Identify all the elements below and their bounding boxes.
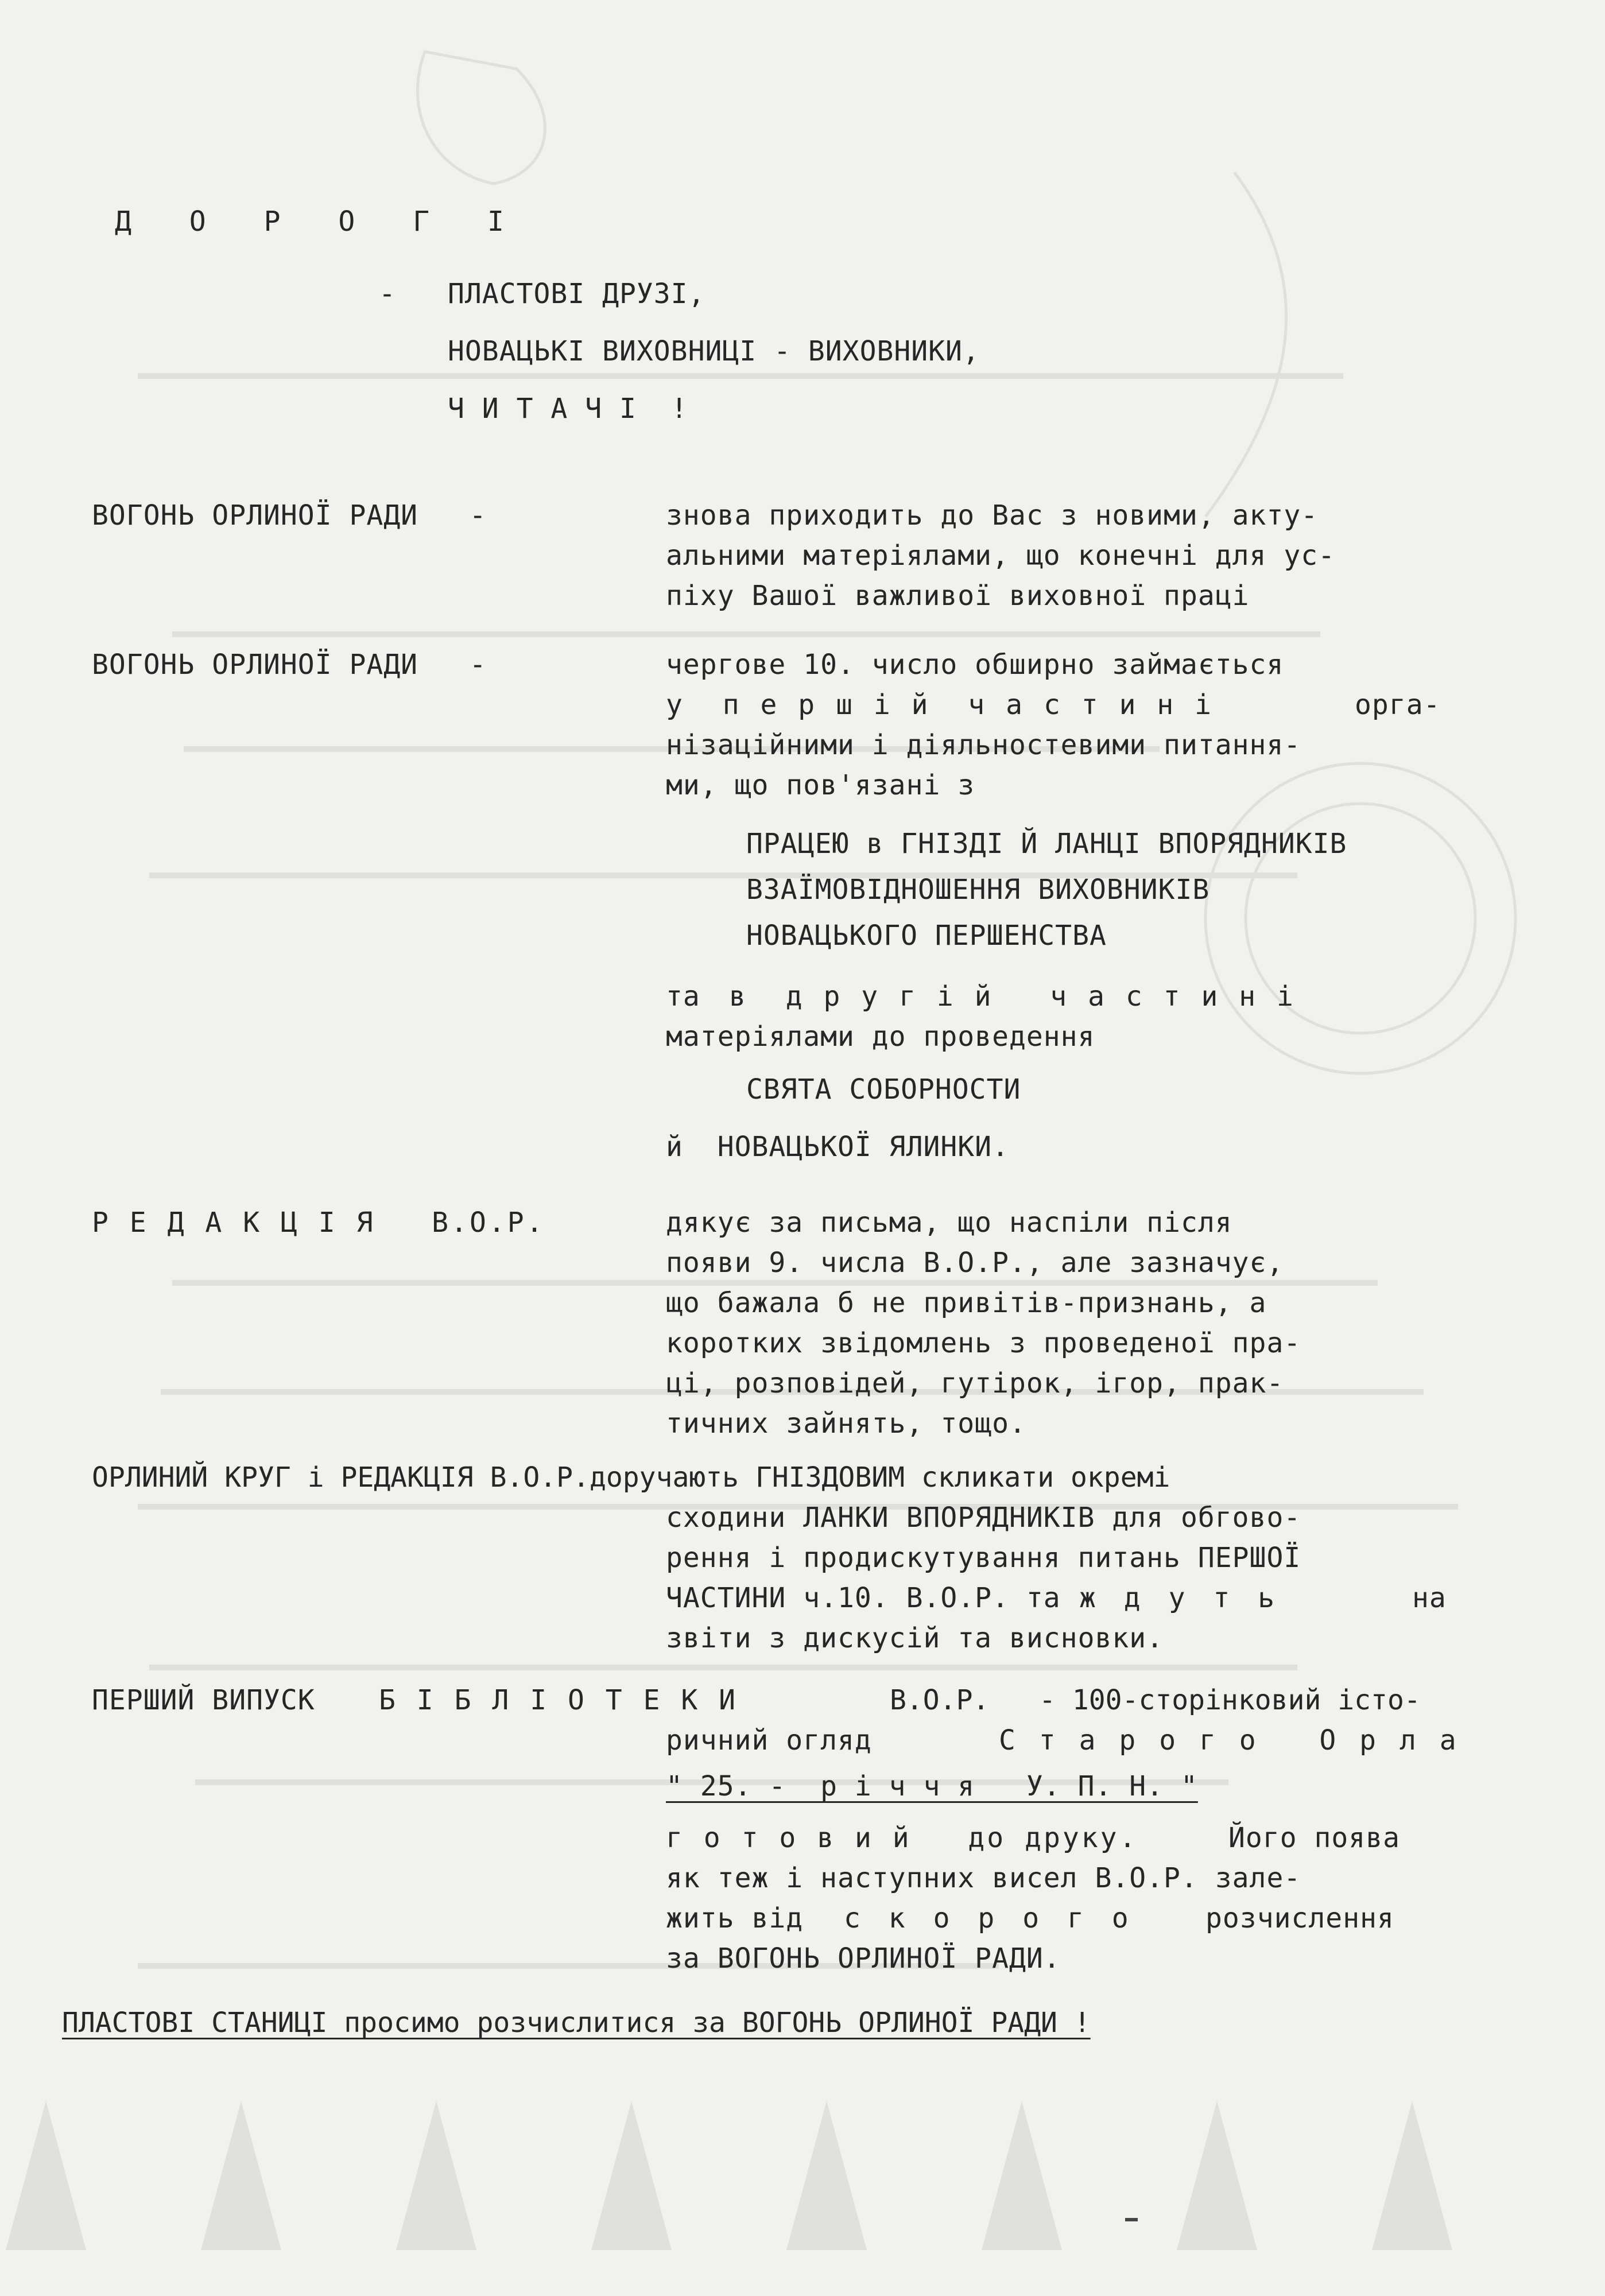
section5-line-6a: жить від	[666, 1902, 804, 1934]
section2-line-3: нізаційними і діяльностевими питання-	[666, 729, 1301, 761]
recipient-line-3: Ч И Т А Ч І !	[448, 393, 688, 425]
section4-line-4b: на	[1412, 1582, 1447, 1614]
section2-line-4: ми, що пов'язані з	[666, 769, 975, 801]
section3-line-5: ці, розповідей, гутірок, ігор, прак-	[666, 1367, 1284, 1399]
topic-1: ПРАЦЕЮ в ГНІЗДІ Й ЛАНЦІ ВПОРЯДНИКІВ	[746, 828, 1347, 860]
footer-appeal: ПЛАСТОВІ СТАНИЦІ просимо розчислитися за ВОГОНЬ ОРЛИНОЇ РАДИ !	[62, 2007, 1091, 2039]
section1-line-2: альними матеріялами, що конечні для ус-	[666, 540, 1336, 572]
section4-line-4-spaced: ж д у т ь	[1079, 1582, 1281, 1614]
section3-line-4: коротких звідомлень з проведеної пра-	[666, 1327, 1301, 1359]
greeting-heading: Д О Р О Г І	[115, 205, 525, 238]
section3-line-1: дякує за письма, що наспіли після	[666, 1207, 1232, 1239]
section2-line-2-spaced: у п е р ш і й ч а с т и н і	[666, 689, 1214, 721]
section5-line-2-spaced: С т а р о г о О р л а	[999, 1724, 1460, 1756]
section3-line-3: що бажала б не привітів-признань, а	[666, 1287, 1267, 1319]
section5-line-1b: В.О.Р. - 100-сторінковий істо-	[890, 1684, 1421, 1716]
section5-line-4-rest: Його поява	[1228, 1822, 1400, 1854]
section1-label: ВОГОНЬ ОРЛИНОЇ РАДИ -	[92, 499, 487, 532]
ink-mark-icon	[1125, 2214, 1142, 2226]
recipients-dash: -	[379, 278, 396, 310]
section4-line-5: звіти з дискусій та висновки.	[666, 1622, 1164, 1654]
section5-line-1a: ПЕРШИЙ ВИПУСК	[92, 1684, 315, 1716]
section3-label: Р Е Д А К Ц І Я В.О.Р.	[92, 1207, 545, 1239]
section5-line-4-spaced: г о т о в и й до друку.	[666, 1822, 1138, 1854]
section4-line-2: сходини ЛАНКИ ВПОРЯДНИКІВ для обгово-	[666, 1502, 1301, 1534]
event-2: й НОВАЦЬКОЇ ЯЛИНКИ.	[666, 1131, 1009, 1163]
section1-line-3: піху Вашої важливої виховної праці	[666, 580, 1250, 612]
section3-line-6: тичних зайнять, тощо.	[666, 1407, 1026, 1440]
section4-line-4a: ЧАСТИНИ ч.10. В.О.Р. та	[666, 1582, 1061, 1614]
part2-prefix: та	[666, 980, 700, 1013]
recipient-line-1: ПЛАСТОВІ ДРУЗІ,	[448, 278, 705, 310]
section2-line-1: чергове 10. число обширно займається	[666, 649, 1284, 681]
section4-line-3: рення і продискутування питань ПЕРШОЇ	[666, 1542, 1301, 1574]
part2-spaced: в д р у г і й ч а с т и н і	[729, 980, 1296, 1013]
topic-3: НОВАЦЬКОГО ПЕРШЕНСТВА	[746, 920, 1107, 952]
section3-line-2: появи 9. числа В.О.Р., але зазначує,	[666, 1247, 1284, 1279]
section2-line-2-rest: орга-	[1355, 689, 1441, 721]
section5-line-2a: ричний огляд	[666, 1724, 872, 1756]
section5-line-7: за ВОГОНЬ ОРЛИНОЇ РАДИ.	[666, 1942, 1061, 1975]
section2-label: ВОГОНЬ ОРЛИНОЇ РАДИ -	[92, 649, 487, 681]
section4-line-1: ОРЛИНИЙ КРУГ і РЕДАКЦІЯ В.О.Р.доручають ГНІЗДОВИМ скликати окремі	[92, 1461, 1170, 1494]
section5-line-6-spaced: с к о р о г о	[844, 1902, 1134, 1934]
topic-2: ВЗАЇМОВІДНОШЕННЯ ВИХОВНИКІВ	[746, 874, 1210, 906]
section5-line-6b: розчислення	[1205, 1902, 1394, 1934]
section5-line-1-spaced: Б І Б Л І О Т Е К И	[379, 1684, 738, 1716]
section1-line-1: знова приходить до Вас з новими, акту-	[666, 499, 1319, 532]
tree-watermark-row	[0, 2089, 1605, 2273]
part2-line-2: матеріялами до проведення	[666, 1021, 1095, 1053]
event-1: СВЯТА СОБОРНОСТИ	[746, 1073, 1021, 1106]
section5-line-5: як теж і наступних висел В.О.Р. зале-	[666, 1862, 1301, 1894]
recipient-line-2: НОВАЦЬКІ ВИХОВНИЦІ - ВИХОВНИКИ,	[448, 335, 980, 367]
book-title: " 25. - р і ч ч я У. П. Н. "	[666, 1770, 1198, 1802]
